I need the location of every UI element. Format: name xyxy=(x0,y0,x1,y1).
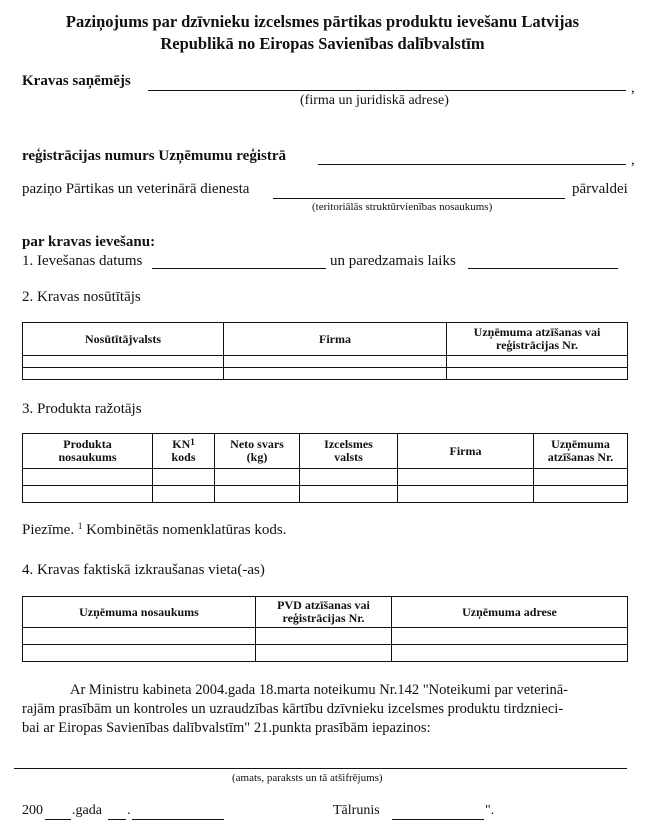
territorial-unit-field[interactable] xyxy=(273,198,565,199)
footnote: Piezīme. $^1$ Kombinētās nomenklatūras kods. xyxy=(22,521,287,538)
registration-field[interactable] xyxy=(318,164,626,165)
producer-col-firm: Firma xyxy=(398,434,534,469)
item1-prefix: 1. Ievešanas datums xyxy=(22,253,143,269)
registration-label: reģistrācijas numurs Uzņēmumu reģistrā xyxy=(22,148,286,164)
producer-col-kn: $KN^1$ kods xyxy=(153,434,215,469)
phone-label: Tālrunis xyxy=(333,803,380,818)
document-title-line2: Republikā no Eiropas Savienības dalībvalstīm xyxy=(160,34,485,53)
date-year-suffix: .gada xyxy=(72,803,102,818)
notify-prefix: paziņo Pārtikas un veterinārā dienesta xyxy=(22,181,250,197)
date-month-field[interactable] xyxy=(132,819,224,820)
phone-field[interactable] xyxy=(392,819,484,820)
consignee-label: Kravas saņēmējs xyxy=(22,73,131,89)
unloading-col-name: Uzņēmuma nosaukums xyxy=(23,597,256,628)
producer-col-product: Produkta nosaukums xyxy=(23,434,153,469)
unloading-table xyxy=(22,596,628,662)
import-time-field[interactable] xyxy=(468,268,618,269)
sender-table xyxy=(22,322,628,380)
notify-hint: (teritoriālās struktūrvienības nosaukums) xyxy=(312,201,493,213)
declaration-paragraph: Ar Ministru kabineta 2004.gada 18.marta noteikumu Nr.142 "Noteikumi par veterinā- rajām prasībām un kontroles un uzraudzības kārtību dzīvnieku izcelsmes produktu tirdznieci- bai ar Eiropas Savienības dalībvalstīm" 21.punkta prasībām iepazinos: xyxy=(22,682,568,736)
import-date-field[interactable] xyxy=(152,268,326,269)
signature-field[interactable] xyxy=(14,768,627,769)
unloading-col-pvd: PVD atzīšanas vai reģistrācijas Nr. xyxy=(256,597,392,628)
table-row xyxy=(23,486,628,503)
table-row xyxy=(23,356,628,368)
consignee-comma: , xyxy=(631,80,635,96)
table-row xyxy=(23,628,628,645)
item1-mid: un paredzamais laiks xyxy=(330,253,456,269)
table-row xyxy=(23,469,628,486)
date-year-field[interactable] xyxy=(45,819,71,820)
unloading-col-address: Uzņēmuma adrese xyxy=(392,597,628,628)
registration-comma: , xyxy=(631,152,635,168)
date-day-field[interactable] xyxy=(108,819,126,820)
producer-col-weight: Neto svars (kg) xyxy=(215,434,300,469)
table-row xyxy=(23,645,628,662)
item4-label: 4. Kravas faktiskā izkraušanas vieta(-as) xyxy=(22,562,265,578)
document-title-line1: Paziņojums par dzīvnieku izcelsmes pārtikas produktu ievešanu Latvijas xyxy=(65,12,580,31)
phone-end: ". xyxy=(485,803,495,818)
notify-suffix: pārvaldei xyxy=(572,181,628,197)
date-separator: . xyxy=(127,803,131,818)
item2-label: 2. Kravas nosūtītājs xyxy=(22,289,141,305)
consignee-field[interactable] xyxy=(148,90,626,91)
date-year-prefix: 200 xyxy=(22,803,43,818)
producer-table xyxy=(22,433,628,503)
sender-col-firm: Firma xyxy=(224,323,447,356)
producer-col-origin: Izcelsmes valsts xyxy=(300,434,398,469)
consignee-hint: (firma un juridiskā adrese) xyxy=(300,93,449,108)
sender-col-regno: Uzņēmuma atzīšanas vai reģistrācijas Nr. xyxy=(447,323,628,356)
table-row xyxy=(23,368,628,380)
producer-col-approval: Uzņēmuma atzīšanas Nr. xyxy=(534,434,628,469)
signature-hint: (amats, paraksts un tā atšifrējums) xyxy=(232,772,383,784)
import-label: par kravas ievešanu: xyxy=(22,234,156,250)
sender-col-country: Nosūtītājvalsts xyxy=(23,323,224,356)
item3-label: 3. Produkta ražotājs xyxy=(22,401,142,417)
